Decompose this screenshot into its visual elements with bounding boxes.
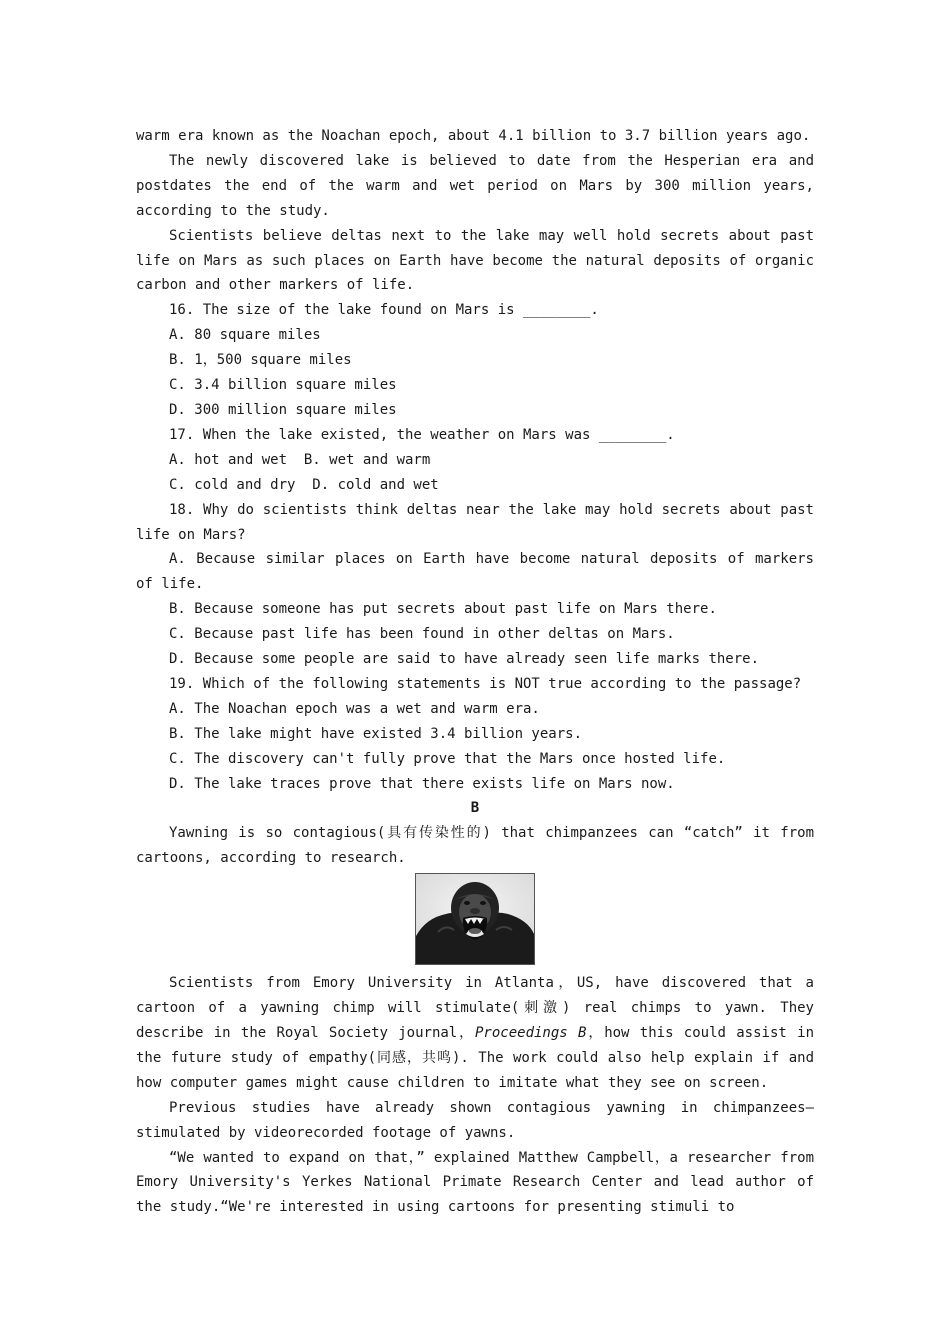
section-heading-b: B	[470, 800, 480, 817]
paragraph-a-3: Scientists believe deltas next to the lake may well hold secrets about past life on Mars as such places on Earth have become the natural deposits of organic carbon and other markers of life.	[136, 227, 814, 294]
paragraph-b-2	[136, 971, 814, 1096]
question-option: C. The discovery can't fully prove that the Mars once hosted life.	[169, 750, 726, 767]
question-option: C. cold and dry D. cold and wet	[169, 476, 439, 493]
question-option: D. The lake traces prove that there exists life on Mars now.	[169, 775, 675, 792]
question-19	[136, 672, 814, 797]
yawning-chimpanzee-image	[415, 873, 535, 965]
question-stem: 17. When the lake existed, the weather on Mars was ________.	[169, 426, 675, 443]
question-option: D. Because some people are said to have already seen life marks there.	[169, 651, 760, 668]
question-16	[136, 298, 814, 423]
question-option: B. The lake might have existed 3.4 billion years.	[169, 725, 583, 742]
question-17	[136, 423, 814, 498]
paragraph-b-2-part-2: ，how this could assist in the future study of empathy(同感，共鸣). The work could also help explain if and how computer games might cause children to imitate what they see on screen.	[136, 1025, 814, 1091]
paragraph-b-3: Previous studies have already shown contagious yawning in chimpanzees—stimulated by videorecorded footage of yawns.	[136, 1099, 814, 1141]
document-page	[136, 124, 814, 1220]
paragraph-a-2: The newly discovered lake is believed to date from the Hesperian era and postdates the end of the warm and wet period on Mars by 300 million years, according to the study.	[136, 152, 814, 219]
paragraph-b-2-part-1: Scientists from Emory University in Atlanta，US, have discovered that a cartoon of a yawning chimp will stimulate(刺激) real chimps to yawn. They describe in the Royal Society journal，	[136, 975, 814, 1041]
question-stem: 19. Which of the following statements is NOT true according to the passage?	[169, 675, 802, 692]
question-option: C. Because past life has been found in other deltas on Mars.	[169, 626, 675, 643]
question-option: C. 3.4 billion square miles	[169, 377, 397, 394]
question-stem: 16. The size of the lake found on Mars is ________.	[169, 302, 599, 319]
paragraph-b-4: “We wanted to expand on that，” explained Matthew Campbell，a researcher from Emory University's Yerkes National Primate Research Center and lead author of the study.“We're interested in using cartoons for presenting stimuli to	[136, 1149, 814, 1216]
question-option: A. 80 square miles	[169, 327, 321, 344]
paragraph-a-end: warm era known as the Noachan epoch, about 4.1 billion to 3.7 billion years ago.	[136, 128, 811, 144]
question-option: B. 1，500 square miles	[169, 352, 352, 369]
journal-title: Proceedings B	[475, 1025, 587, 1041]
question-option: A. Because similar places on Earth have become natural deposits of markers of life.	[136, 551, 814, 593]
question-stem: 18. Why do scientists think deltas near the lake may hold secrets about past life on Mars?	[136, 501, 814, 543]
question-option: A. The Noachan epoch was a wet and warm era.	[169, 700, 540, 717]
question-18	[136, 498, 814, 672]
figure-container	[136, 873, 814, 965]
chimpanzee-icon	[416, 874, 534, 964]
question-option: D. 300 million square miles	[169, 401, 397, 418]
question-option: B. Because someone has put secrets about past life on Mars there.	[169, 601, 717, 618]
question-option: A. hot and wet B. wet and warm	[169, 451, 431, 468]
paragraph-b-1: Yawning is so contagious(具有传染性的) that chimpanzees can “catch” it from cartoons, according to research.	[136, 825, 814, 867]
